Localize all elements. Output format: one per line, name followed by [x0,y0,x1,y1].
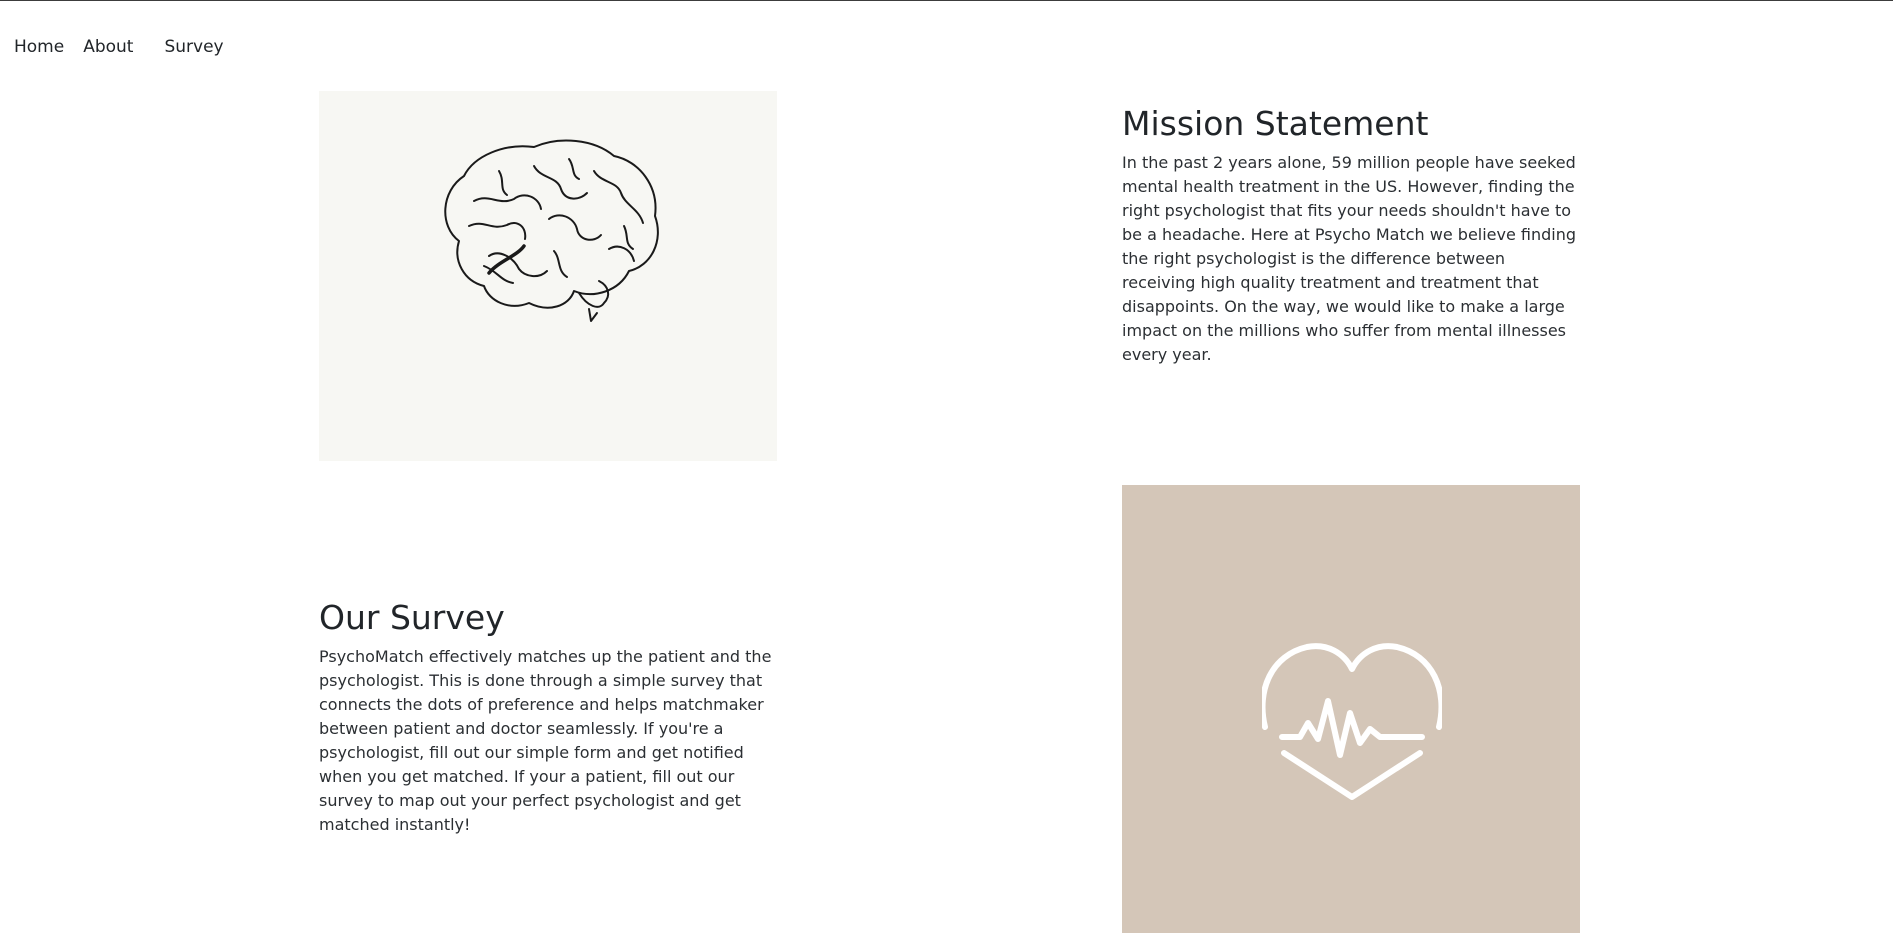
mission-statement-heading: Mission Statement [1122,104,1429,143]
brain-image-panel [319,91,777,461]
nav-link-about[interactable]: About [83,37,134,57]
nav-link-home[interactable]: Home [14,37,65,57]
top-border-line [0,0,1893,1]
heart-image-panel [1122,485,1580,933]
top-nav [0,34,243,60]
our-survey-text: PsychoMatch effectively matches up the patient and the psychologist. This is done through a simple survey that connects the dots of preference and helps matchmaker between patient and doctor seamlessly. If you're a psychologist, fill out our simple form and get notified when you get matched. If your a patient, fill out our survey to map out your perfect psychologist and get matched instantly! [319,647,772,834]
nav-link-survey[interactable]: Survey [164,37,224,57]
brain-icon [429,131,669,331]
our-survey-heading: Our Survey [319,598,505,637]
heartbeat-icon [1262,635,1442,805]
mission-statement-text: In the past 2 years alone, 59 million people have seeked mental health treatment in the US. However, finding the right psychologist that fits your needs shouldn't have to be a headache. Here at Psycho Match we believe finding the right psychologist is the difference between receiving high quality treatment and treatment that disappoints. On the way, we would like to make a large impact on the millions who suffer from mental illnesses every year. [1122,153,1577,364]
